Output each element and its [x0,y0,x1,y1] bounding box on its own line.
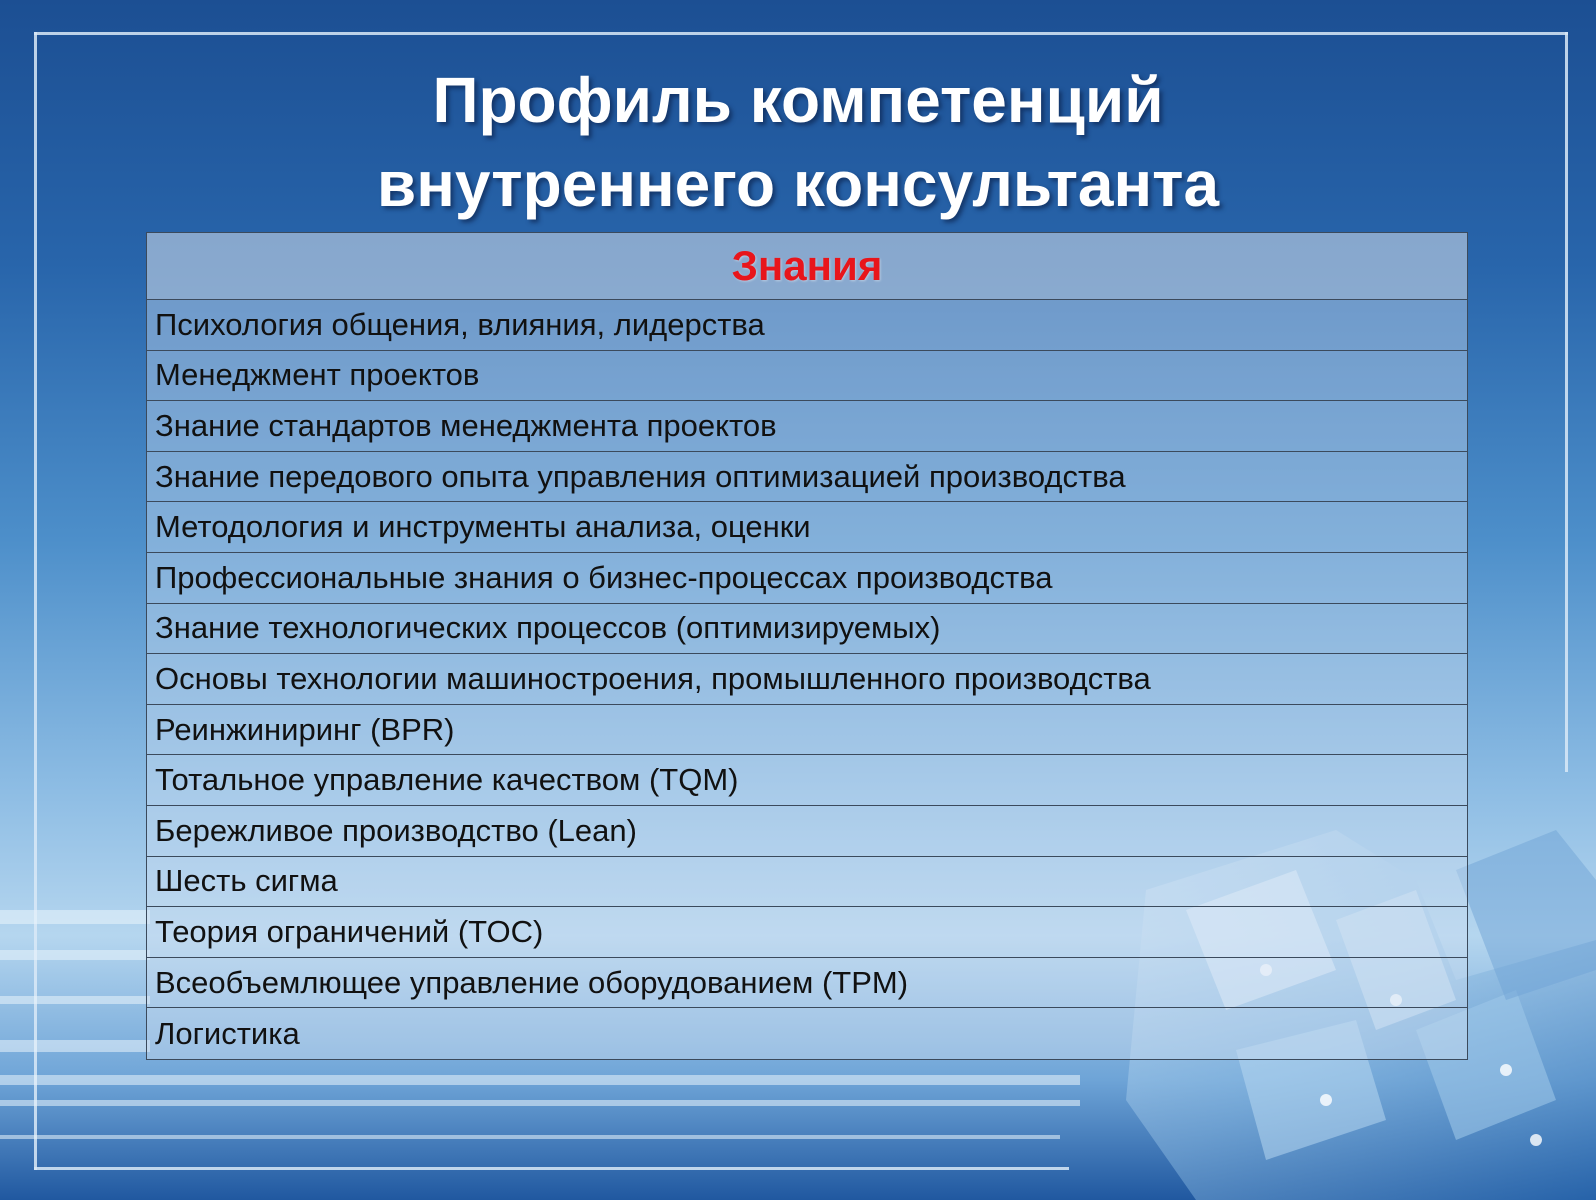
table-row: Профессиональные знания о бизнес-процессах производства [147,553,1467,604]
frame-line-top [34,32,1568,35]
table-row: Тотальное управление качеством (TQM) [147,755,1467,806]
page-title [0,58,1596,226]
table-row: Психология общения, влияния, лидерства [147,300,1467,351]
table-row: Теория ограничений (TOC) [147,907,1467,958]
table-row: Знание передового опыта управления оптимизацией производства [147,452,1467,503]
table-row: Всеобъемлющее управление оборудованием (TPM) [147,958,1467,1009]
competency-table [146,232,1468,1060]
table-row: Основы технологии машиностроения, промышленного производства [147,654,1467,705]
table-header: Знания [147,233,1467,300]
table-row: Бережливое производство (Lean) [147,806,1467,857]
title-line-2: внутреннего консультанта [376,148,1220,220]
table-row: Логистика [147,1008,1467,1059]
table-row: Знание технологических процессов (оптимизируемых) [147,604,1467,655]
title-line-1: Профиль компетенций [432,64,1164,136]
table-row: Методология и инструменты анализа, оценки [147,502,1467,553]
table-row: Знание стандартов менеджмента проектов [147,401,1467,452]
table-row: Реинжиниринг (BPR) [147,705,1467,756]
table-row: Шесть сигма [147,857,1467,908]
table-row: Менеджмент проектов [147,351,1467,402]
